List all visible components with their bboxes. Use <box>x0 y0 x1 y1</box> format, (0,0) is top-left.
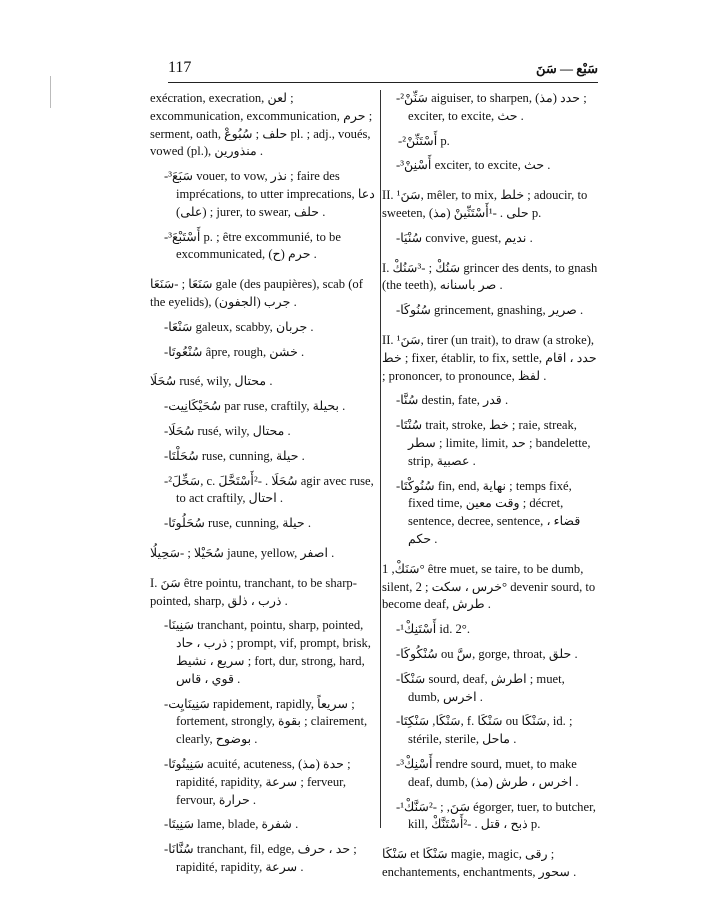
page-header <box>168 58 598 83</box>
entry: I. سَنَ être pointu, tranchant, to be sharp-pointed, sharp, ذرب ، ذلق . <box>150 575 357 608</box>
entry: سُحَيْلا ; -سَحِيلُا jaune, yellow, اصفر . <box>150 545 335 560</box>
entry: -سُحَيْكَانِيت par ruse, craftily, بحيلة . <box>164 399 346 414</box>
entry: سُحَلَا rusé, wily, محتال . <box>150 374 273 389</box>
entry: -سَنِينَا tranchant, pointu, sharp, pointed, ذرب ، حاد ; prompt, vif, prompt, brisk, سريع ، نشيط ; fort, dur, strong, hard, قوي ، قاس . <box>164 618 371 686</box>
entry: -²سَنِّنْ aiguiser, to sharpen, (مذ) حدد ; exciter, to excite, حث . <box>396 91 587 123</box>
entry: -سَنْكَا sourd, deaf, اطرش ; muet, dumb, اخرس . <box>396 671 565 704</box>
entry: -سُنَّا destin, fate, قدر . <box>396 393 509 408</box>
entry: -سُنَّانَا tranchant, fil, edge, حد ، حرف ; rapidité, rapidity, سرعة . <box>164 842 357 874</box>
entry: -سُنْكُوكَا ou سَّ, gorge, throat, حلق . <box>396 646 578 661</box>
entry: -¹سَنَ, ; -²سَنَّكْ égorger, tuer, to butcher, kill, ذبح ، قتل . -²أَسْتَنَّكْ p. <box>396 799 596 832</box>
margin-mark <box>50 76 51 108</box>
entry: سَنَكْ, 1° être muet, se taire, to be dumb, silent, خرس ، سكت ; 2° devenir sourd, to become deaf, طرش . <box>382 561 596 612</box>
entry: سَنْكَا et سَنْكَا magie, magic, رقى ; enchantements, enchantments, سحور . <box>382 847 577 879</box>
entry: -³أَسْنِنْ exciter, to excite, حث . <box>396 158 551 173</box>
entry: -سُنْيَا convive, guest, نديم . <box>396 230 533 245</box>
page-number: 117 <box>168 59 192 76</box>
entry: -سَنْكَا, سَنْكِتَا, f. سَنْكَا ou سَنْكَا, id. ; stérile, sterile, ماحل . <box>396 714 573 747</box>
entry: سَنَعَا ; -سَنَعَا gale (des paupières), scab (of the eyelids), جرب (الجفون) . <box>150 277 363 309</box>
right-column <box>382 90 598 889</box>
entry: -¹أَسْتَنِكْ id. 2°. <box>396 622 470 637</box>
running-head: سَبْع — سَنَ <box>535 61 598 76</box>
entry: -²أَسْتَنِّنْ p. <box>398 133 450 148</box>
entry: -³سَبَعَ vouer, to vow, نذر ; faire des imprécations, to utter imprecations, دعا (على) ; jurer, to swear, حلف . <box>164 169 375 219</box>
entry: -سُنْعُوتَا âpre, rough, خشن . <box>164 344 305 359</box>
entry: II. ¹سَنَ, mêler, to mix, خلط ; adoucir, to sweeten, (مذ) حلى . -¹أَسْتَنِّينْ p. <box>382 188 588 220</box>
entry: -سَنْعَا galeux, scabby, جربان . <box>164 319 314 334</box>
entry: -سُنُوكْتَا fin, end, نهاية ; temps fixé, fixed time, وقت معين ; décret, sentence, decree, sentence, قضاء ، حكم . <box>396 478 581 546</box>
entry: II. ¹سَنَ, tirer (un trait), to draw (a stroke), خط ; fixer, établir, to fix, settle, حدد ، اقام ; prononcer, to pronounce, لفظ . <box>382 332 597 383</box>
entry: -²سَحِّلَ, c. سُحَلَا . -²أَسْتَحَّلَ agir avec ruse, to act craftily, احتال . <box>164 473 374 506</box>
entry: I. سَنُكْ ; -³سَنُكْ grincer des dents, to gnash (the teeth), صر باسنانه . <box>382 260 598 293</box>
entry: -سُحَلُوتَا ruse, cunning, حيلة . <box>164 516 312 531</box>
entry: -سُحَلَا rusé, wily, محتال . <box>164 423 291 438</box>
entry: -³أَسْتَبْعَ p. ; être excommunié, to be excommunicated, حرم (ح) . <box>164 229 341 262</box>
entry: -سُنُوكَا grincement, gnashing, صرير . <box>396 303 584 318</box>
entry: -سَنِينُوتَا acuité, acuteness, حدة (مذ) ; rapidité, rapidity, سرعة ; ferveur, fervour, حرارة . <box>164 756 351 807</box>
entry: -سَنِينَايِت rapidement, rapidly, سريعاً ; fortement, strongly, بقوة ; clairement, clearly, بوضوح . <box>164 696 368 747</box>
column-divider <box>380 90 381 828</box>
entry: -سَنِيتَا lame, blade, شفرة . <box>164 817 299 832</box>
left-column <box>150 90 380 884</box>
entry: -سُنْتَا trait, stroke, خط ; raie, streak, سطر ; limite, limit, حد ; bandelette, strip, عصبية . <box>396 418 591 468</box>
entry: -سُحَلْتَا ruse, cunning, حيلة . <box>164 448 305 463</box>
entry: exécration, execration, لعن ; excommunication, excommunication, حرم ; serment, oath, حلف ; سُبُوعْ pl. ; adj., voués, vowed (pl.), منذورين . <box>150 91 373 159</box>
entry: -³أَسْنِكْ rendre sourd, muet, to make deaf, dumb, (مذ) اخرس ، طرش . <box>396 756 579 789</box>
